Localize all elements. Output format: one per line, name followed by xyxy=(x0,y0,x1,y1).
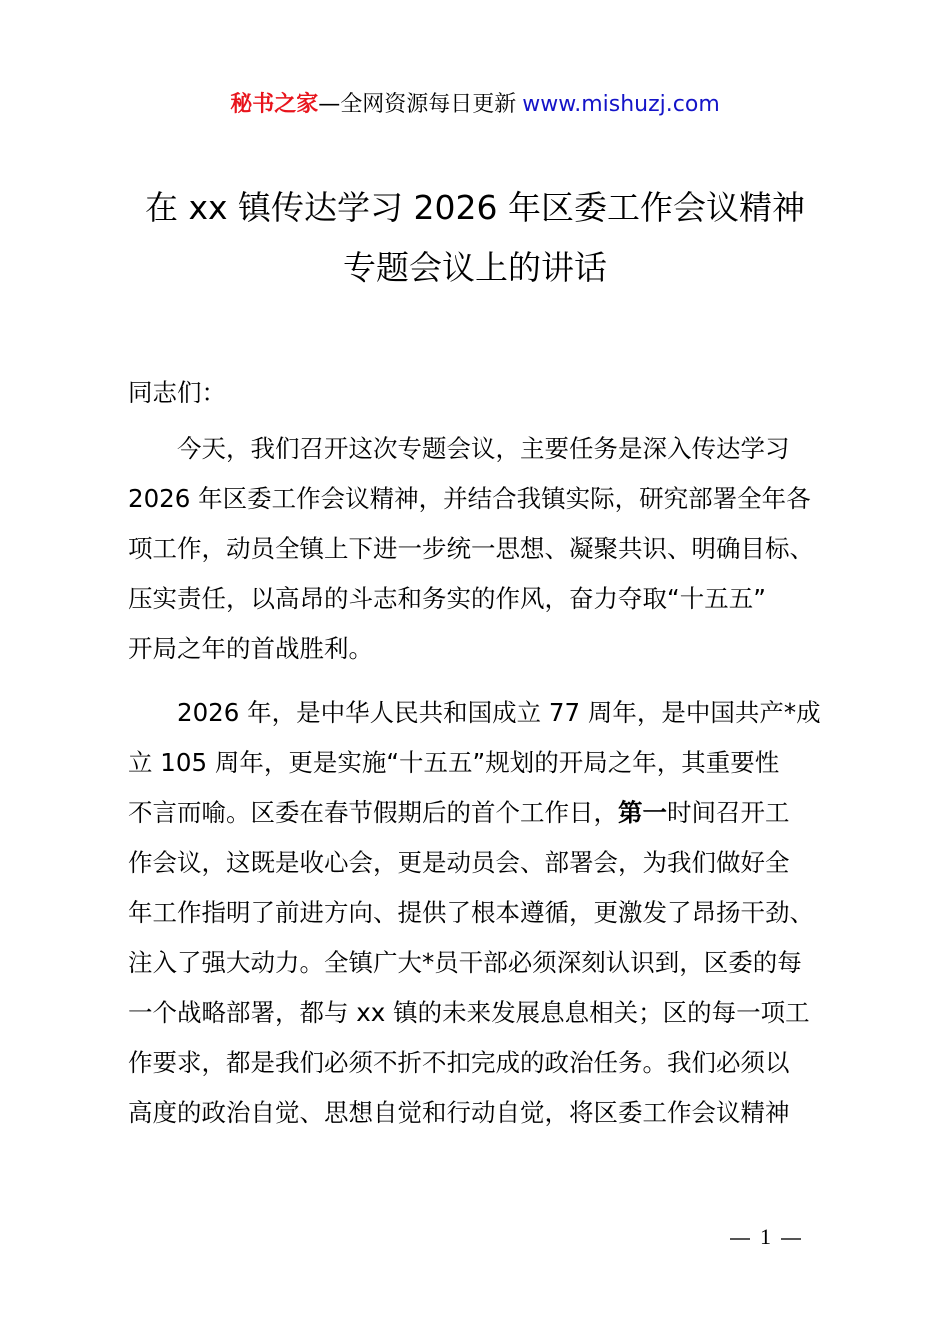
paragraph-line: 一个战略部署，都与 xx 镇的未来发展息息相关；区的每一项工 xyxy=(128,998,810,1027)
title-line-1: 在 xx 镇传达学习 2026 年区委工作会议精神 xyxy=(145,188,805,227)
title-line-2: 专题会议上的讲话 xyxy=(343,248,607,287)
paragraph-line: 年工作指明了前进方向、提供了根本遵循，更激发了昂扬干劲、 xyxy=(128,898,814,927)
page-number-value: 1 xyxy=(760,1224,771,1249)
paragraph-line xyxy=(128,788,836,838)
site-header xyxy=(0,88,950,122)
page-number xyxy=(720,1222,800,1252)
paragraph-1 xyxy=(128,424,836,674)
dash-right xyxy=(781,1238,801,1240)
dash-left xyxy=(730,1238,750,1240)
paragraph-line: 立 105 周年，更是实施“十五五”规划的开局之年，其重要性 xyxy=(128,748,780,777)
paragraph-line: 作会议，这既是收心会，更是动员会、部署会，为我们做好全 xyxy=(128,848,790,877)
paragraph-line: 开局之年的首战胜利。 xyxy=(128,634,373,663)
paragraph-line: 2026 年，是中华人民共和国成立 77 周年，是中国共产*成 xyxy=(177,698,821,727)
paragraph-line: 项工作，动员全镇上下进一步统一思想、凝聚共识、明确目标、 xyxy=(128,534,814,563)
site-url-link[interactable]: www.mishuzj.com xyxy=(522,92,720,117)
document-body xyxy=(128,368,836,1152)
document-title xyxy=(0,178,950,298)
site-brand: 秘书之家 xyxy=(230,92,319,117)
bold-emphasis: 第一 xyxy=(618,798,667,827)
paragraph-line: 注入了强大动力。全镇广大*员干部必须深刻认识到，区委的每 xyxy=(128,948,802,977)
line-text: 时间召开工 xyxy=(667,798,790,827)
paragraph-2 xyxy=(128,688,836,1138)
line-text: 不言而喻。区委在春节假期后的首个工作日， xyxy=(128,798,618,827)
site-tagline: —全网资源每日更新 xyxy=(318,92,517,117)
paragraph-line: 压实责任，以高昂的斗志和务实的作风，奋力夺取“十五五” xyxy=(128,584,766,613)
paragraph-line: 高度的政治自觉、思想自觉和行动自觉，将区委工作会议精神 xyxy=(128,1098,790,1127)
paragraph-line: 今天，我们召开这次专题会议，主要任务是深入传达学习 xyxy=(177,434,790,463)
salutation: 同志们： xyxy=(128,378,226,407)
paragraph-line: 2026 年区委工作会议精神，并结合我镇实际，研究部署全年各 xyxy=(128,484,811,513)
paragraph-line: 作要求，都是我们必须不折不扣完成的政治任务。我们必须以 xyxy=(128,1048,790,1077)
